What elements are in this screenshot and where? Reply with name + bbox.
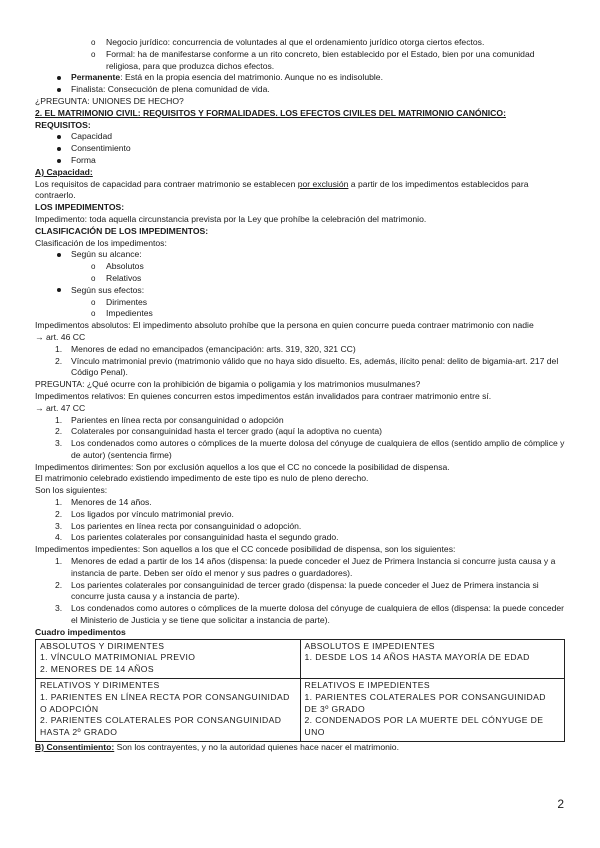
bullet-o-icon: o	[91, 49, 96, 59]
list-item: 3. Los condenados como autores o cómplices de la muerte dolosa del cónyuge de cualquiera de ellos (dispensa: la puede conceder el Ministerio de Justicia y se tiene que solicitar a instancia de parte).	[55, 603, 565, 626]
list-item: 1. Parientes en línea recta por consanguinidad o adopción	[55, 414, 284, 425]
bullet-o-icon: o	[91, 38, 96, 47]
son-siguientes: Son los siguientes:	[35, 485, 108, 496]
list-item: Capacidad	[35, 131, 565, 143]
list-item: o Impedientes	[91, 308, 153, 319]
list-item: 3. Los parientes en línea recta por consanguinidad o adopción.	[55, 520, 302, 531]
list-item: Forma	[35, 155, 565, 167]
list-item: 1. Menores de 14 años.	[55, 497, 152, 508]
article-ref: → art. 46 CC	[35, 331, 86, 342]
list-item: o Dirimentes	[91, 296, 148, 307]
list-item: 2. Vínculo matrimonial previo (matrimonio válido que no haya sido disuelto. Es, además, ilícito penal: delito de bigamia-art. 217 del Código Penal).	[55, 355, 559, 378]
nulo-paragraph: El matrimonio celebrado existiendo impedimento de este tipo es nulo de pleno derecho.	[35, 473, 369, 484]
section-title: 2. EL MATRIMONIO CIVIL: REQUISITOS Y FORMALIDADES. LOS EFECTOS CIVILES DEL MATRIMONIO CANÓNICO:	[35, 107, 506, 118]
bullet-o-icon: o	[91, 297, 96, 307]
table-cell: ABSOLUTOS E IMPEDIENTES 1. DESDE LOS 14 AÑOS HASTA MAYORÍA DE EDAD	[300, 639, 565, 678]
requisitos-label: REQUISITOS:	[35, 119, 91, 130]
question-bigamia: PREGUNTA: ¿Qué ocurre con la prohibición de bigamia o poligamia y los matrimonios musulmanes?	[35, 379, 421, 390]
absolutos-definition: Impedimentos absolutos: El impedimento absoluto prohíbe que la persona en quien concurre pueda contraer matrimonio con nadie	[35, 320, 534, 331]
bullet-dot-icon	[57, 84, 61, 96]
bullet-dot-icon	[57, 72, 61, 84]
impedientes-definition: Impedimentos impedientes: Son aquellos a los que el CC concede posibilidad de dispensa, son los siguientes:	[35, 544, 456, 555]
bullet-dot-icon	[57, 285, 61, 297]
list-item: o Relativos	[91, 272, 142, 283]
list-item: Finalista: Consecución de plena comunidad de vida.	[35, 84, 565, 96]
list-item: Según sus efectos:	[35, 285, 565, 297]
list-item: 1. Menores de edad no emancipados (emancipación: arts. 319, 320, 321 CC)	[55, 343, 356, 354]
consentimiento-paragraph: B) Consentimiento: Son los contrayentes, y no la autoridad quienes hace nacer el matrimonio.	[35, 742, 399, 753]
list-item: Según su alcance:	[35, 249, 565, 261]
bullet-dot-icon	[57, 143, 61, 155]
bullet-dot-icon	[57, 249, 61, 261]
table-cell: RELATIVOS E IMPEDIENTES 1. PARIENTES COLATERALES POR CONSANGUINIDAD DE 3º GRADO 2. CONDENADOS POR LA MUERTE DEL CÓNYUGE DE UNO	[300, 679, 565, 742]
capacidad-heading: A) Capacidad:	[35, 166, 93, 177]
document-page	[35, 37, 565, 754]
list-item: 3. Los condenados como autores o cómplices de la muerte dolosa del cónyuge de cualquiera de ellos (sentido amplio de cómplice y de autor) (sentencia firme)	[55, 438, 565, 460]
table-cell: ABSOLUTOS Y DIRIMENTES 1. VÍNCULO MATRIMONIAL PREVIO 2. MENORES DE 14 AÑOS	[36, 639, 301, 678]
table-cell: RELATIVOS Y DIRIMENTES 1. PARIENTES EN LÍNEA RECTA POR CONSANGUINIDAD O ADOPCIÓN 2. PARIENTES COLATERALES POR CONSANGUINIDAD HASTA 2º GRADO	[36, 679, 301, 742]
article-ref: → art. 47 CC	[35, 402, 86, 413]
clasificacion-intro: Clasificación de los impedimentos:	[35, 237, 167, 248]
list-item: 2. Colaterales por consanguinidad hasta el tercer grado (aquí la adoptiva no cuenta)	[55, 426, 383, 437]
table-row	[36, 679, 565, 742]
bullet-dot-icon	[57, 131, 61, 143]
impedimentos-label: LOS IMPEDIMENTOS:	[35, 202, 125, 213]
list-item: 2. Los parientes colaterales por consanguinidad de tercer grado (dispensa: la puede conceder el Juez de Primera instancia si concurre justa causa y a instancia de parte).	[55, 579, 539, 602]
clasificacion-label: CLASIFICACIÓN DE LOS IMPEDIMENTOS:	[35, 225, 209, 236]
dirimentes-definition: Impedimentos dirimentes: Son por exclusión aquellos a los que el CC no concede la posibilidad de dispensa.	[35, 461, 450, 472]
bullet-o-icon: o	[91, 309, 96, 319]
list-item: Permanente: Está en la propia esencia del matrimonio. Aunque no es indisoluble.	[35, 72, 565, 84]
table-row	[36, 639, 565, 678]
list-item: o Negocio jurídico: concurrencia de voluntades al que el ordenamiento jurídico otorga ciertos efectos.	[91, 37, 485, 47]
question-uniones: ¿PREGUNTA: UNIONES DE HECHO?	[35, 95, 184, 106]
bullet-o-icon: o	[91, 262, 96, 272]
list-item: 4. Los parientes colaterales por consanguinidad hasta el segundo grado.	[55, 532, 339, 543]
capacidad-paragraph: Los requisitos de capacidad para contraer matrimonio se establecen por exclusión a partir de los impedimentos establecidos para contraerlo.	[35, 178, 529, 201]
bullet-dot-icon	[57, 155, 61, 167]
cuadro-label: Cuadro impedimentos	[35, 626, 126, 637]
list-item: o Formal: ha de manifestarse conforme a un rito concreto, bien establecido por el Estado, bien por una comunidad religiosa, para que produzca dichos efectos.	[91, 48, 535, 71]
list-item: o Absolutos	[91, 261, 144, 272]
impedimentos-table	[35, 639, 565, 742]
page-number: 2	[557, 797, 564, 811]
list-item: 1. Menores de edad a partir de los 14 años (dispensa: la puede conceder el Juez de Primera Instancia si concurre justa causa y a instancia de parte. Deben ser oído el menor y sus padres o guardadores).	[55, 556, 556, 578]
impedimento-definition: Impedimento: toda aquella circunstancia prevista por la Ley que prohíbe la celebración del matrimonio.	[35, 213, 427, 224]
list-item: Consentimiento	[35, 143, 565, 155]
bullet-o-icon: o	[91, 273, 96, 283]
list-item: 2. Los ligados por vínculo matrimonial previo.	[55, 508, 234, 519]
relativos-definition: Impedimentos relativos: En quienes concurren estos impedimentos están invalidados para contraer matrimonio entre sí.	[35, 390, 492, 401]
